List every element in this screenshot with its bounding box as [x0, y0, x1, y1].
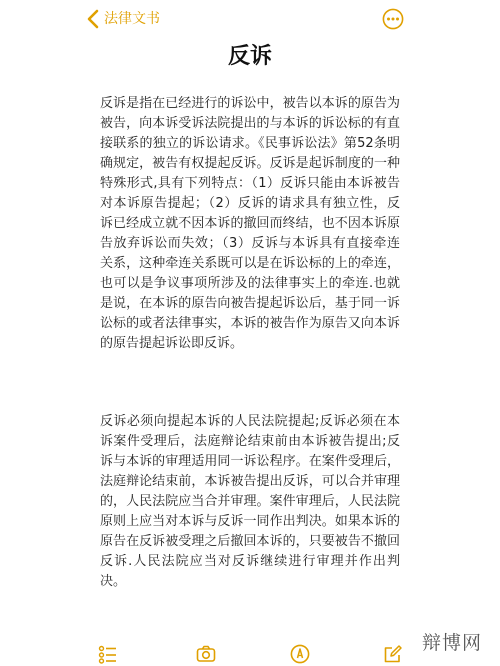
note-paragraph-2[interactable]: 反诉必须向提起本诉的人民法院提起;反诉必须在本诉案件受理后，法庭辩论结束前由本诉被告提出;反诉与本诉的审理适用同一诉讼程序。在案件受理后，法庭辩论结束前，本诉被告提出反诉，可以合并审理的，人民法院应当合并审理。案件审理后，人民法院原则上应当对本诉与反诉一同作出判决。如果本诉的原告在反诉被受理之后撤回本诉的，只要被告不撤回反诉.人民法院应当对反诉继续进行审理并作出判决。 [100, 414, 400, 589]
markup-button[interactable] [290, 644, 310, 664]
note-title: 反诉 [227, 44, 272, 69]
camera-icon [196, 644, 216, 664]
checklist-icon [98, 644, 118, 664]
chevron-left-icon [86, 9, 100, 29]
more-options-button[interactable] [382, 8, 404, 30]
back-button-label: 法律文书 [104, 11, 160, 27]
note-paragraph-1[interactable]: 反诉是指在已经进行的诉讼中，被告以本诉的原告为被告，向本诉受诉法院提出的与本诉的诉讼标的有直接联系的独立的诉讼请求。《民事诉讼法》第52条明确规定，被告有权提起反诉。反诉是起诉制度的一种特殊形式,具有下列特点：（1）反诉只能由本诉被告对本诉原告提起；（2）反诉的请求具有独立性，反诉已经成立就不因本诉的撤回而终结，也不因本诉原告放弃诉讼而失效；（3）反诉与本诉具有直接牵连关系，这种牵连关系既可以是在诉讼标的上的牵连，也可以是争议事项所涉及的法律事实上的牵连.也就是说，在本诉的原告向被告提起诉讼后，基于同一诉讼标的或者法律事实，本诉的被告作为原告又向本诉的原告提起诉讼即反诉。 [100, 96, 400, 351]
camera-button[interactable] [196, 644, 216, 664]
watermark: 辩博网 [418, 630, 486, 656]
more-icon [382, 8, 404, 30]
compose-icon [383, 644, 403, 664]
checklist-button[interactable] [98, 644, 118, 664]
pen-icon [290, 644, 310, 664]
back-button[interactable] [86, 7, 160, 31]
navigation-bar [0, 0, 500, 38]
compose-button[interactable] [383, 644, 403, 664]
